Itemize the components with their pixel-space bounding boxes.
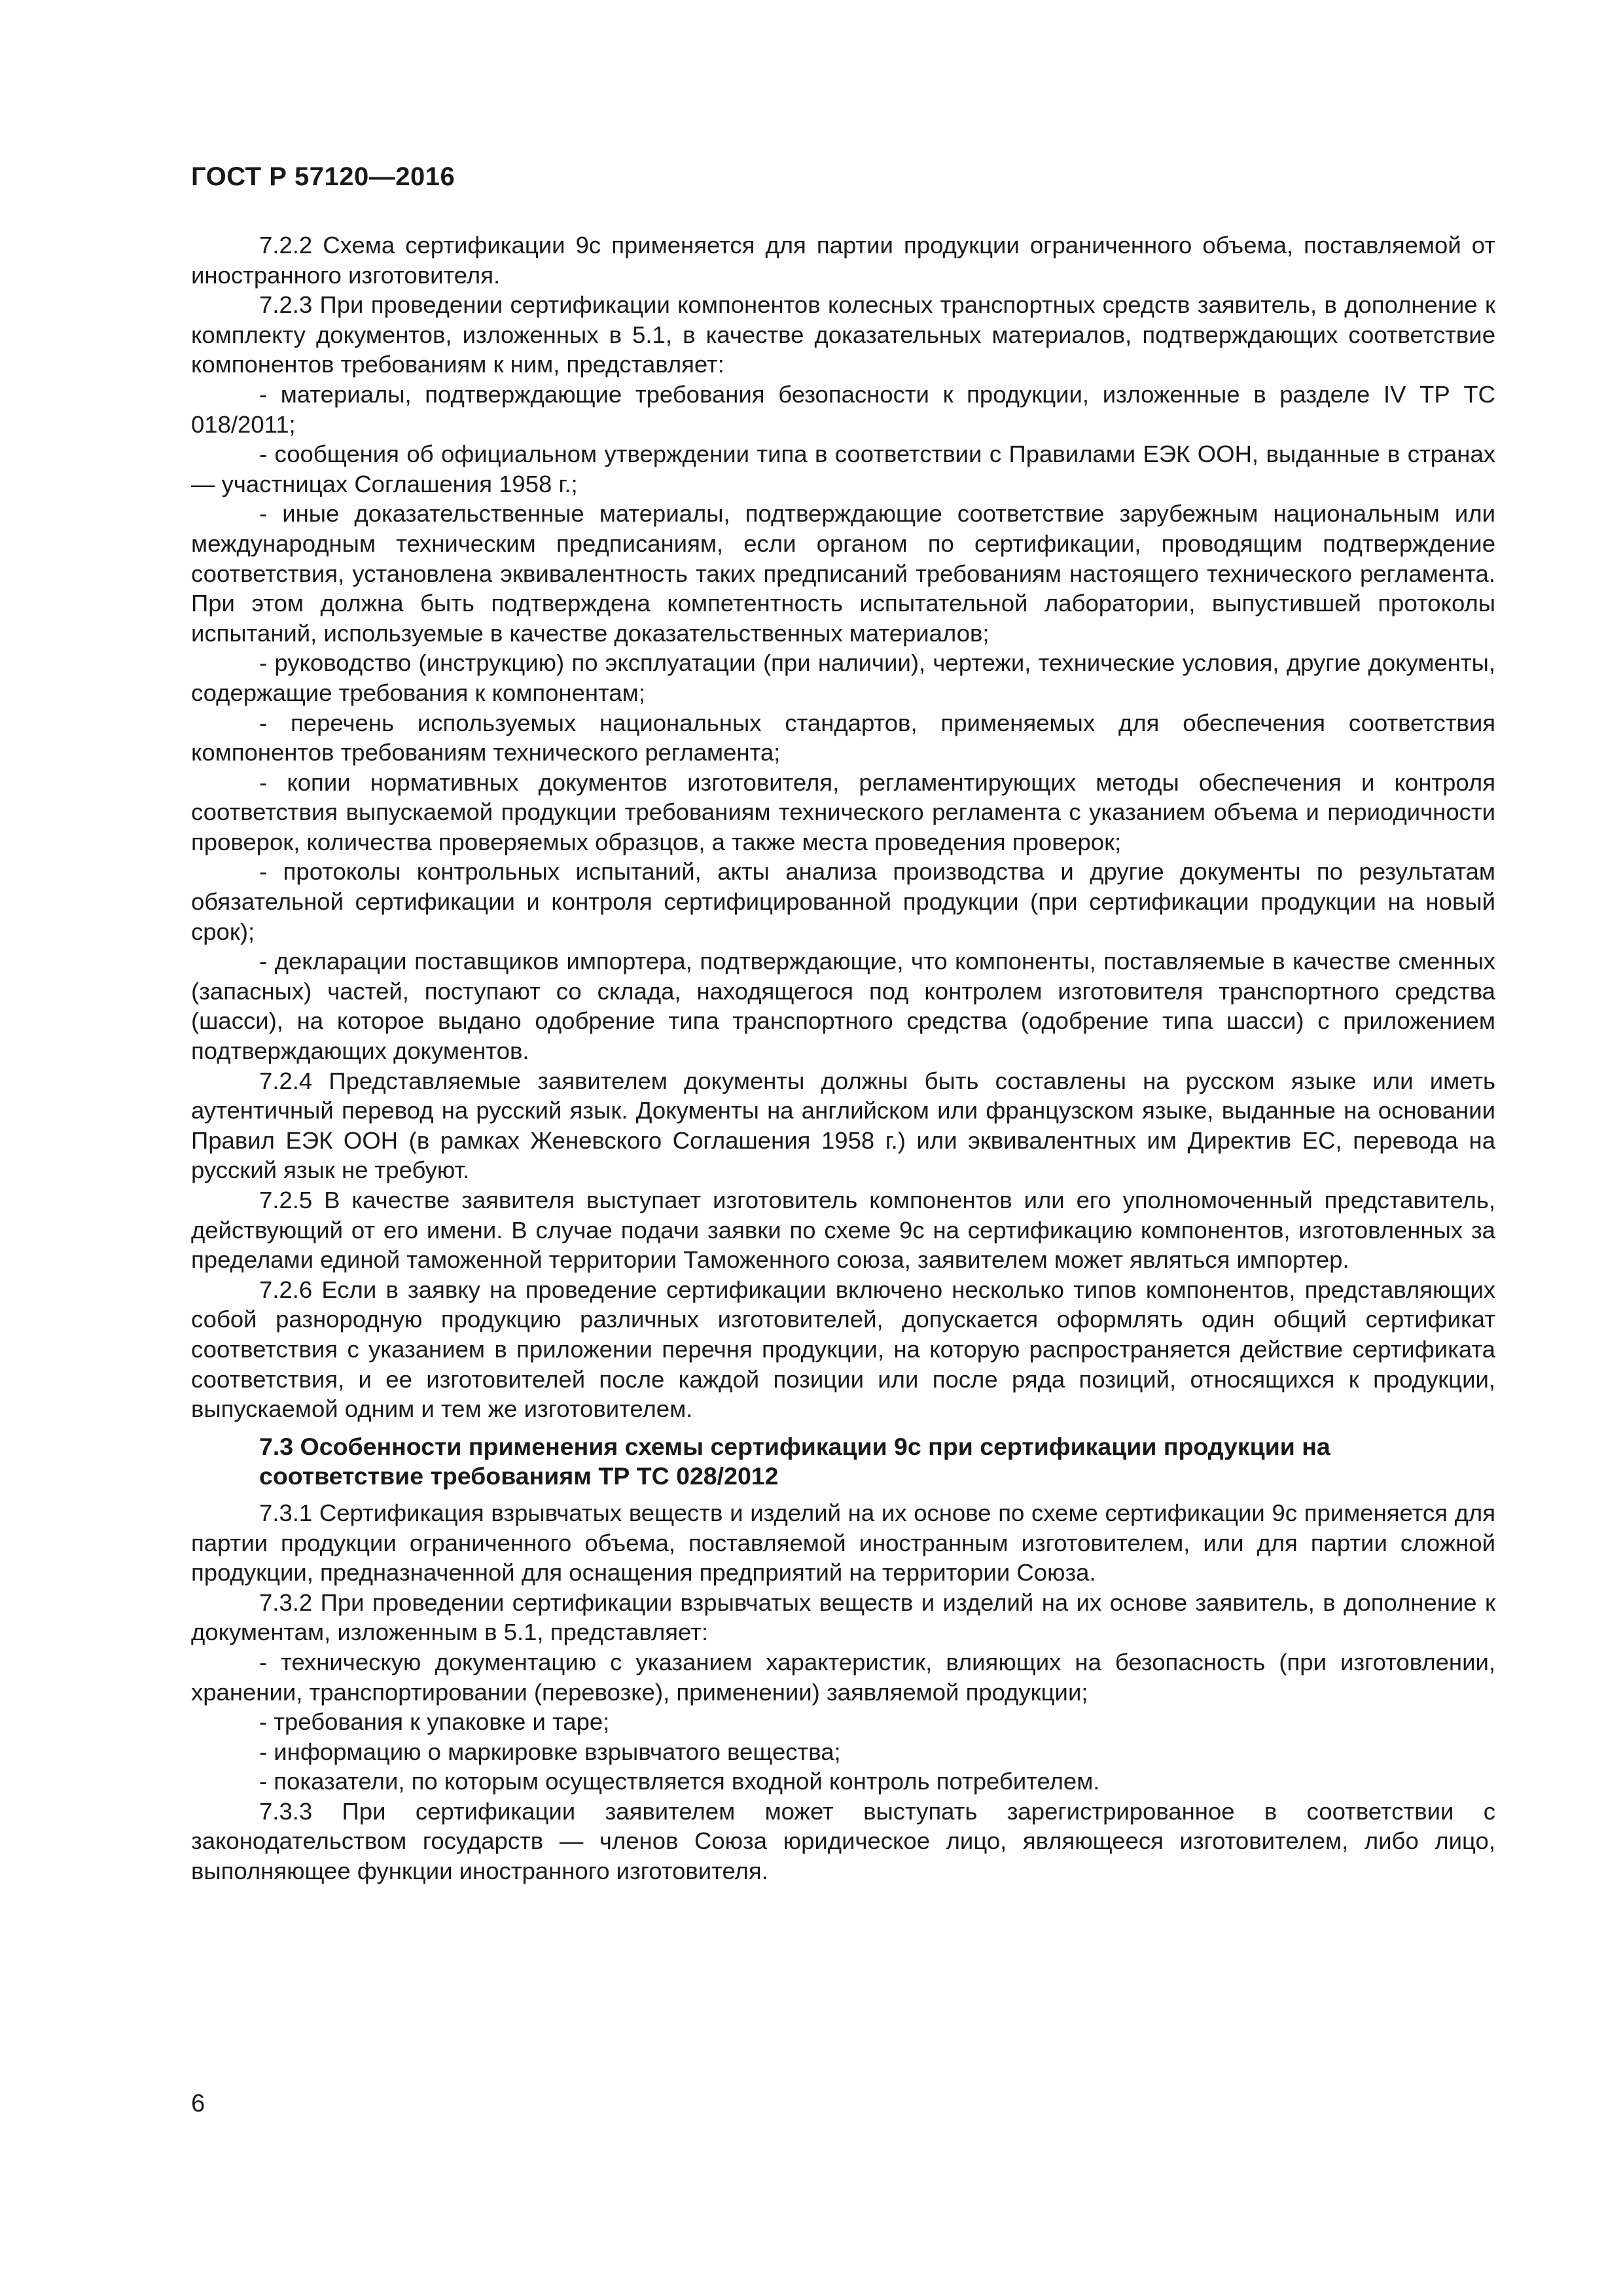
- clause-7-2-6: 7.2.6 Если в заявку на проведение сертификации включено несколько типов компонентов, представляющих собой разнородную продукцию различных изготовителей, допускается оформлять один общий сертификат соответствия с указанием в приложении перечня продукции, на которую распространяется действие сертификата соответствия, и ее изготовителей после каждой позиции или после ряда позиций, относящихся к продукции, выпускаемой одним и тем же изготовителем.: [191, 1276, 1495, 1423]
- section-heading-7-3: 7.3 Особенности применения схемы сертификации 9с при сертификации продукции на соответствие требованиям ТР ТС 028/2012: [259, 1432, 1330, 1490]
- clause-7-3-2: 7.3.2 При проведении сертификации взрывчатых веществ и изделий на их основе заявитель, в дополнение к документам, изложенным в 5.1, представляет:: [191, 1588, 1495, 1646]
- clause-7-2-5: 7.2.5 В качестве заявителя выступает изготовитель компонентов или его уполномоченный представитель, действующий от его имени. В случае подачи заявки по схеме 9с на сертификацию компонентов, изготовленных за пределами единой таможенной территории Таможенного союза, заявителем может являться импортер.: [191, 1187, 1495, 1274]
- clause-7-2-3: 7.2.3 При проведении сертификации компонентов колесных транспортных средств заявитель, в дополнение к комплекту документов, изложенных в 5.1, в качестве доказательных материалов, подтверждающих соответствие компонентов требованиям к ним, представляет:: [191, 291, 1495, 378]
- list-item: - информацию о маркировке взрывчатого вещества;: [259, 1738, 841, 1765]
- list-item: - показатели, по которым осуществляется входной контроль потребителем.: [259, 1768, 1100, 1795]
- list-item: - техническую документацию с указанием характеристик, влияющих на безопасность (при изготовлении, хранении, транспортировании (перевозке), применении) заявляемой продукции;: [191, 1648, 1495, 1706]
- list-item: - требования к упаковке и таре;: [259, 1708, 610, 1736]
- clause-7-2-4: 7.2.4 Представляемые заявителем документы должны быть составлены на русском языке или иметь аутентичный перевод на русский язык. Документы на английском или французском языке, выданные на основании Правил ЕЭК ООН (в рамках Женевского Соглашения 1958 г.) или эквивалентных им Директив ЕС, перевода на русский язык не требуют.: [191, 1067, 1495, 1184]
- list-item: - протоколы контрольных испытаний, акты анализа производства и другие документы по результатам обязательной сертификации и контроля сертифицированной продукции (при сертификации продукции на новый срок);: [191, 858, 1495, 945]
- list-item: - сообщения об официальном утверждении типа в соответствии с Правилами ЕЭК ООН, выданные в странах — участницах Соглашения 1958 г.;: [191, 440, 1495, 497]
- list-item: - иные доказательственные материалы, подтверждающие соответствие зарубежным национальным или международным техническим предписаниям, если органом по сертификации, проводящим подтверждение соответствия, установлена эквивалентность таких предписаний требованиям настоящего технического регламента. При этом должна быть подтверждена компетентность испытательной лаборатории, выпустившей протоколы испытаний, используемые в качестве доказательственных материалов;: [191, 500, 1495, 647]
- list-item: - перечень используемых национальных стандартов, применяемых для обеспечения соответствия компонентов требованиям технического регламента;: [191, 709, 1495, 766]
- document-body: [191, 230, 1495, 1886]
- clause-7-2-2: 7.2.2 Схема сертификации 9с применяется для партии продукции ограниченного объема, поставляемой от иностранного изготовителя.: [191, 232, 1495, 289]
- page-number: 6: [191, 2090, 205, 2117]
- list-item: - копии нормативных документов изготовителя, регламентирующих методы обеспечения и контроля соответствия выпускаемой продукции требованиям технического регламента с указанием объема и периодичности проверок, количества проверяемых образцов, а также места проведения проверок;: [191, 768, 1495, 855]
- document-code-header: ГОСТ Р 57120—2016: [191, 162, 455, 191]
- list-item: - декларации поставщиков импортера, подтверждающие, что компоненты, поставляемые в качестве сменных (запасных) частей, поступают со склада, находящегося под контролем изготовителя транспортного средства (шасси), на которое выдано одобрение типа транспортного средства (одобрение типа шасси) с приложением подтверждающих документов.: [191, 948, 1495, 1065]
- list-item: - материалы, подтверждающие требования безопасности к продукции, изложенные в разделе IV ТР ТС 018/2011;: [191, 380, 1495, 438]
- list-item: - руководство (инструкцию) по эксплуатации (при наличии), чертежи, технические условия, другие документы, содержащие требования к компонентам;: [191, 649, 1495, 706]
- clause-7-3-1: 7.3.1 Сертификация взрывчатых веществ и изделий на их основе по схеме сертификации 9с применяется для партии продукции ограниченного объема, поставляемой иностранным изготовителем, или для партии сложной продукции, предназначенной для оснащения предприятий на территории Союза.: [191, 1499, 1495, 1587]
- clause-7-3-3: 7.3.3 При сертификации заявителем может выступать зарегистрированное в соответствии с законодательством государств — членов Союза юридическое лицо, являющееся изготовителем, либо лицо, выполняющее функции иностранного изготовителя.: [191, 1797, 1495, 1885]
